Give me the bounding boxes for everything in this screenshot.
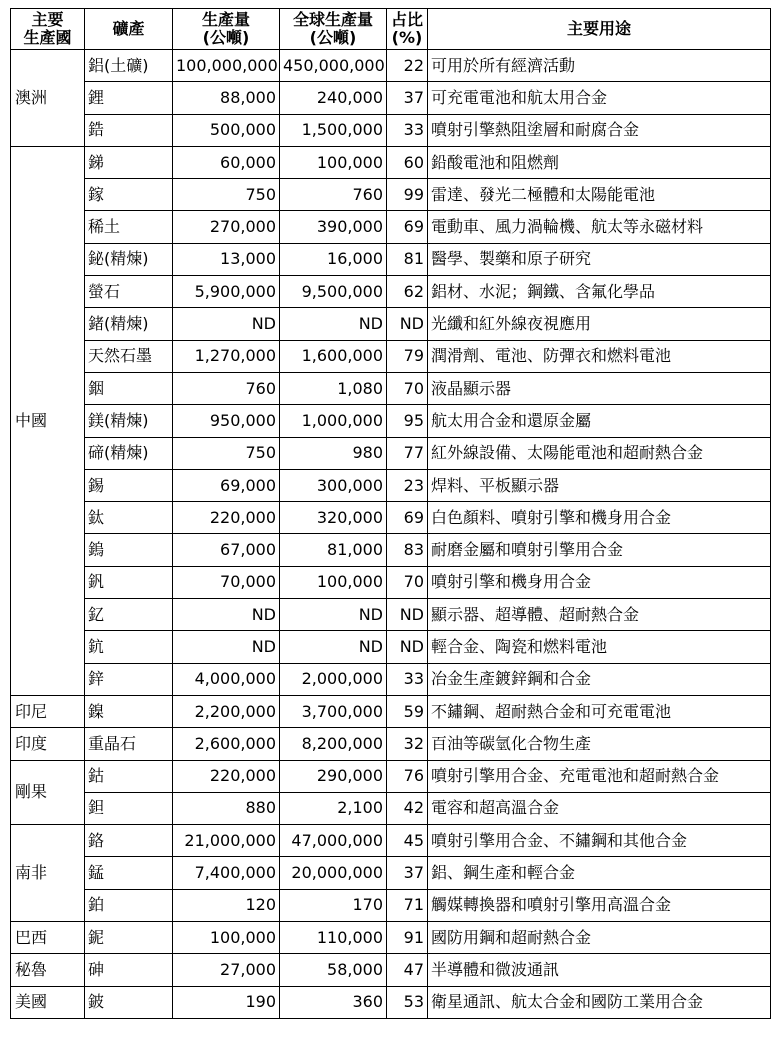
uses-cell: 不鏽鋼、超耐熱合金和可充電電池 [428,695,771,727]
mineral-cell: 鉭 [85,792,173,824]
production-cell: 750 [173,179,280,211]
global-production-cell: 240,000 [280,82,387,114]
header-share-line1: 占比 [390,10,423,29]
table-row [11,502,771,534]
uses-cell: 衛星通訊、航太合金和國防工業用合金 [428,986,771,1018]
header-share-line2: (%) [391,28,423,47]
production-cell: ND [173,631,280,663]
uses-cell: 電容和超高溫合金 [428,792,771,824]
share-cell: 60 [387,146,428,178]
mineral-cell: 砷 [85,954,173,986]
table-row [11,760,771,792]
table-row [11,50,771,82]
global-production-cell: 110,000 [280,922,387,954]
uses-cell: 電動車、風力渦輪機、航太等永磁材料 [428,211,771,243]
share-cell: 77 [387,437,428,469]
header-production-line2: (公噸) [202,28,250,47]
mineral-cell: 釔 [85,599,173,631]
global-production-cell: 450,000,000 [280,50,387,82]
production-cell: 120 [173,889,280,921]
share-cell: 69 [387,502,428,534]
mineral-cell: 鋯 [85,114,173,146]
table-row [11,825,771,857]
share-cell: 42 [387,792,428,824]
uses-cell: 紅外線設備、太陽能電池和超耐熱合金 [428,437,771,469]
uses-cell: 噴射引擎熱阻塗層和耐腐合金 [428,114,771,146]
uses-cell: 光纖和紅外線夜視應用 [428,308,771,340]
uses-cell: 觸媒轉換器和噴射引擎用高溫合金 [428,889,771,921]
production-cell: 880 [173,792,280,824]
header-production [173,9,280,50]
country-cell: 中國 [11,146,85,695]
production-cell: 190 [173,986,280,1018]
country-cell: 剛果 [11,760,85,825]
uses-cell: 輕合金、陶瓷和燃料電池 [428,631,771,663]
mineral-cell: 鈷 [85,760,173,792]
share-cell: 79 [387,340,428,372]
production-cell: 220,000 [173,502,280,534]
mineral-cell: 螢石 [85,276,173,308]
table-row [11,695,771,727]
table-row [11,340,771,372]
global-production-cell: 320,000 [280,502,387,534]
share-cell: ND [387,631,428,663]
production-cell: 4,000,000 [173,663,280,695]
production-cell: 100,000 [173,922,280,954]
mineral-cell: 銦 [85,372,173,404]
mineral-cell: 碲(精煉) [85,437,173,469]
table-row [11,792,771,824]
table-row [11,857,771,889]
global-production-cell: 16,000 [280,243,387,275]
global-production-cell: 20,000,000 [280,857,387,889]
production-cell: 27,000 [173,954,280,986]
share-cell: 91 [387,922,428,954]
share-cell: 33 [387,114,428,146]
production-cell: 69,000 [173,469,280,501]
production-cell: 70,000 [173,566,280,598]
country-cell: 印度 [11,728,85,760]
mineral-cell: 天然石墨 [85,340,173,372]
uses-cell: 可用於所有經濟活動 [428,50,771,82]
uses-cell: 噴射引擎用合金、充電電池和超耐熱合金 [428,760,771,792]
global-production-cell: 980 [280,437,387,469]
uses-cell: 鉛酸電池和阻燃劑 [428,146,771,178]
table-row [11,114,771,146]
table-row [11,566,771,598]
share-cell: 45 [387,825,428,857]
table-row [11,889,771,921]
global-production-cell: 58,000 [280,954,387,986]
global-production-cell: 760 [280,179,387,211]
country-cell: 巴西 [11,922,85,954]
global-production-cell: 1,000,000 [280,405,387,437]
production-cell: 7,400,000 [173,857,280,889]
production-cell: 500,000 [173,114,280,146]
table-row [11,308,771,340]
header-global-line1: 全球生產量 [292,10,373,29]
header-row [11,9,771,50]
mineral-cell: 鈮 [85,922,173,954]
header-uses: 主要用途 [428,9,771,50]
share-cell: 71 [387,889,428,921]
share-cell: 70 [387,566,428,598]
global-production-cell: 8,200,000 [280,728,387,760]
table-row [11,922,771,954]
header-country-line1: 主要 [31,10,64,29]
table-row [11,663,771,695]
production-cell: ND [173,308,280,340]
share-cell: 53 [387,986,428,1018]
mineral-cell: 釩 [85,566,173,598]
global-production-cell: 3,700,000 [280,695,387,727]
production-cell: 60,000 [173,146,280,178]
mineral-cell: 鎢 [85,534,173,566]
uses-cell: 潤滑劑、電池、防彈衣和燃料電池 [428,340,771,372]
uses-cell: 液晶顯示器 [428,372,771,404]
mineral-cell: 鉻 [85,825,173,857]
country-cell: 美國 [11,986,85,1018]
mineral-cell: 鎂(精煉) [85,405,173,437]
global-production-cell: 300,000 [280,469,387,501]
production-cell: 100,000,000 [173,50,280,82]
production-cell: 950,000 [173,405,280,437]
production-cell: 13,000 [173,243,280,275]
global-production-cell: ND [280,599,387,631]
global-production-cell: 47,000,000 [280,825,387,857]
uses-cell: 冶金生產鍍鋅鋼和合金 [428,663,771,695]
mineral-cell: 鈹 [85,986,173,1018]
share-cell: ND [387,308,428,340]
country-cell: 澳洲 [11,50,85,147]
critical-minerals-table [10,8,771,1019]
mineral-cell: 鉍(精煉) [85,243,173,275]
global-production-cell: 1,600,000 [280,340,387,372]
production-cell: 1,270,000 [173,340,280,372]
country-cell: 南非 [11,825,85,922]
header-global-production [280,9,387,50]
production-cell: ND [173,599,280,631]
share-cell: 33 [387,663,428,695]
table-row [11,728,771,760]
table-row [11,986,771,1018]
header-country-line2: 生產國 [23,28,72,47]
mineral-cell: 錫 [85,469,173,501]
global-production-cell: 390,000 [280,211,387,243]
share-cell: 37 [387,857,428,889]
share-cell: 37 [387,82,428,114]
table-row [11,146,771,178]
global-production-cell: 1,080 [280,372,387,404]
table-row [11,534,771,566]
global-production-cell: 100,000 [280,146,387,178]
country-cell: 秘魯 [11,954,85,986]
global-production-cell: 81,000 [280,534,387,566]
share-cell: 62 [387,276,428,308]
share-cell: 70 [387,372,428,404]
uses-cell: 噴射引擎和機身用合金 [428,566,771,598]
table-row [11,599,771,631]
uses-cell: 白色顏料、噴射引擎和機身用合金 [428,502,771,534]
header-production-line1: 生產量 [201,10,250,29]
uses-cell: 鋁材、水泥；鋼鐵、含氟化學品 [428,276,771,308]
uses-cell: 耐磨金屬和噴射引擎用合金 [428,534,771,566]
table-body [11,50,771,1019]
table-row [11,405,771,437]
uses-cell: 顯示器、超導體、超耐熱合金 [428,599,771,631]
global-production-cell: 360 [280,986,387,1018]
production-cell: 760 [173,372,280,404]
production-cell: 2,600,000 [173,728,280,760]
uses-cell: 鋁、鋼生產和輕合金 [428,857,771,889]
mineral-cell: 鋅 [85,663,173,695]
uses-cell: 航太用合金和還原金屬 [428,405,771,437]
uses-cell: 半導體和微波通訊 [428,954,771,986]
global-production-cell: ND [280,631,387,663]
country-cell: 印尼 [11,695,85,727]
mineral-cell: 稀土 [85,211,173,243]
global-production-cell: 170 [280,889,387,921]
table-row [11,82,771,114]
production-cell: 220,000 [173,760,280,792]
mineral-cell: 鈧 [85,631,173,663]
header-global-line2: (公噸) [309,28,357,47]
production-cell: 5,900,000 [173,276,280,308]
share-cell: 99 [387,179,428,211]
uses-cell: 醫學、製藥和原子研究 [428,243,771,275]
mineral-cell: 鎵 [85,179,173,211]
share-cell: 95 [387,405,428,437]
mineral-cell: 鍺(精煉) [85,308,173,340]
table-row [11,631,771,663]
mineral-cell: 鋰 [85,82,173,114]
uses-cell: 百油等碳氫化合物生產 [428,728,771,760]
header-mineral: 礦產 [85,9,173,50]
table-row [11,437,771,469]
share-cell: 59 [387,695,428,727]
uses-cell: 焊料、平板顯示器 [428,469,771,501]
table-row [11,372,771,404]
share-cell: 23 [387,469,428,501]
share-cell: 32 [387,728,428,760]
uses-cell: 雷達、發光二極體和太陽能電池 [428,179,771,211]
uses-cell: 國防用鋼和超耐熱合金 [428,922,771,954]
share-cell: ND [387,599,428,631]
mineral-cell: 銻 [85,146,173,178]
production-cell: 270,000 [173,211,280,243]
global-production-cell: 9,500,000 [280,276,387,308]
mineral-cell: 鋁(土礦) [85,50,173,82]
table-row [11,243,771,275]
header-share [387,9,428,50]
global-production-cell: 2,000,000 [280,663,387,695]
mineral-cell: 鈦 [85,502,173,534]
minerals-table-container [10,8,770,1019]
table-row [11,954,771,986]
table-row [11,179,771,211]
mineral-cell: 錳 [85,857,173,889]
header-country [11,9,85,50]
global-production-cell: 2,100 [280,792,387,824]
uses-cell: 噴射引擎用合金、不鏽鋼和其他合金 [428,825,771,857]
uses-cell: 可充電電池和航太用合金 [428,82,771,114]
mineral-cell: 重晶石 [85,728,173,760]
mineral-cell: 鎳 [85,695,173,727]
share-cell: 76 [387,760,428,792]
share-cell: 69 [387,211,428,243]
production-cell: 88,000 [173,82,280,114]
table-row [11,276,771,308]
share-cell: 81 [387,243,428,275]
share-cell: 47 [387,954,428,986]
global-production-cell: ND [280,308,387,340]
production-cell: 67,000 [173,534,280,566]
share-cell: 22 [387,50,428,82]
production-cell: 2,200,000 [173,695,280,727]
production-cell: 21,000,000 [173,825,280,857]
global-production-cell: 100,000 [280,566,387,598]
production-cell: 750 [173,437,280,469]
share-cell: 83 [387,534,428,566]
global-production-cell: 290,000 [280,760,387,792]
table-row [11,469,771,501]
global-production-cell: 1,500,000 [280,114,387,146]
mineral-cell: 鉑 [85,889,173,921]
table-row [11,211,771,243]
